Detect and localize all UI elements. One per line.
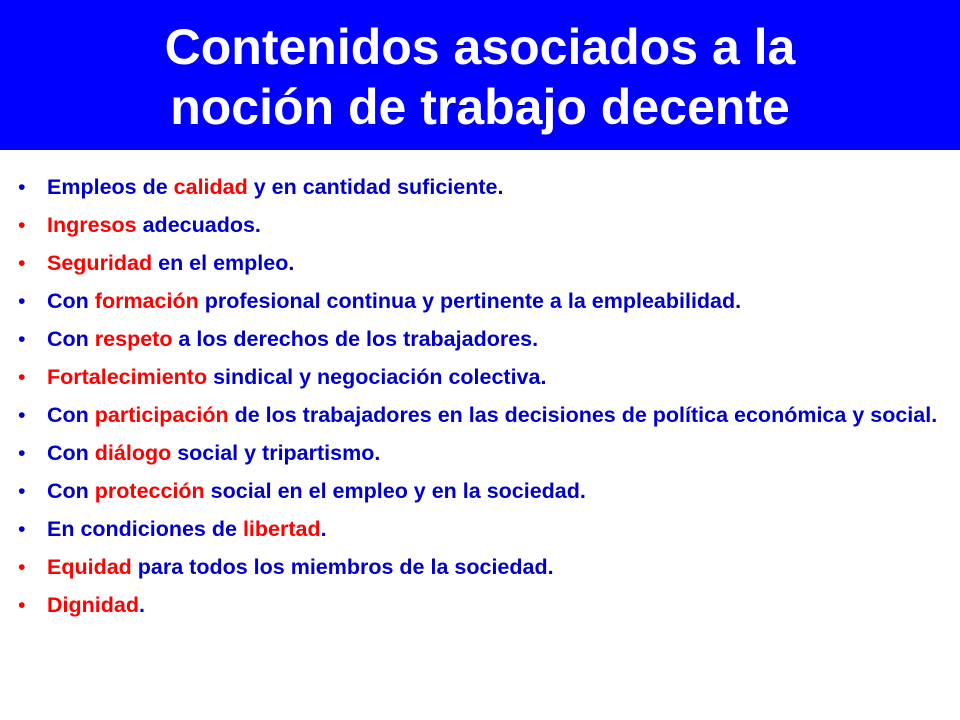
bullet-icon: • <box>18 479 26 503</box>
item-text: . <box>138 593 145 617</box>
title-bar <box>0 0 960 150</box>
bullet-icon: • <box>18 365 26 389</box>
item-text: Empleos de <box>47 175 174 199</box>
item-text: y en cantidad suficiente. <box>247 175 504 199</box>
item-text: en el empleo. <box>152 251 295 275</box>
list-item <box>18 590 948 620</box>
list-item <box>18 362 948 392</box>
item-text: social y tripartismo. <box>171 441 381 465</box>
list-item <box>18 248 948 278</box>
highlight-term: Fortalecimiento <box>47 365 208 389</box>
list-item <box>18 476 948 506</box>
highlight-term: protección <box>94 479 205 503</box>
item-text: Con <box>47 479 95 503</box>
bullet-icon: • <box>18 289 26 313</box>
item-text: sindical y negociación colectiva. <box>207 365 547 389</box>
item-text: social en el empleo y en la sociedad. <box>204 479 586 503</box>
list-item <box>18 324 948 354</box>
highlight-term: diálogo <box>94 441 172 465</box>
title-line-2: noción de trabajo decente <box>170 79 790 135</box>
list-item <box>18 514 948 544</box>
item-text: adecuados. <box>136 213 261 237</box>
bullet-icon: • <box>18 175 26 199</box>
highlight-term: Seguridad <box>47 251 153 275</box>
highlight-term: Equidad <box>47 555 132 579</box>
bullet-icon: • <box>18 213 26 237</box>
list-item <box>18 438 948 468</box>
bullet-icon: • <box>18 517 26 541</box>
highlight-term: formación <box>94 289 199 313</box>
highlight-term: respeto <box>94 327 173 351</box>
title-line-1: Contenidos asociados a la <box>164 19 796 75</box>
list-item <box>18 286 948 316</box>
item-text: Con <box>47 441 95 465</box>
list-item <box>18 210 948 240</box>
item-text: Con <box>47 327 95 351</box>
slide-title <box>165 13 796 137</box>
item-text: para todos los miembros de la sociedad. <box>131 555 554 579</box>
bullet-icon: • <box>18 251 26 275</box>
highlight-term: libertad <box>242 517 321 541</box>
item-text: En condiciones de <box>47 517 243 541</box>
bullet-icon: • <box>18 555 26 579</box>
highlight-term: Dignidad <box>47 593 139 617</box>
item-text: profesional continua y pertinente a la empleabilidad. <box>198 289 742 313</box>
bullet-icon: • <box>18 441 26 465</box>
highlight-term: Ingresos <box>47 213 137 237</box>
item-text: Con <box>47 403 95 427</box>
list-item <box>18 552 948 582</box>
bullet-list <box>18 172 948 628</box>
list-item <box>18 400 948 430</box>
bullet-icon: • <box>18 593 26 617</box>
bullet-icon: • <box>18 327 26 351</box>
item-text: . <box>320 517 327 541</box>
bullet-icon: • <box>18 403 26 427</box>
item-text: Con <box>47 289 95 313</box>
item-text: a los derechos de los trabajadores. <box>172 327 539 351</box>
list-item <box>18 172 948 202</box>
item-text: de los trabajadores en las decisiones de política económica y social. <box>228 403 938 427</box>
highlight-term: participación <box>94 403 229 427</box>
highlight-term: calidad <box>173 175 248 199</box>
